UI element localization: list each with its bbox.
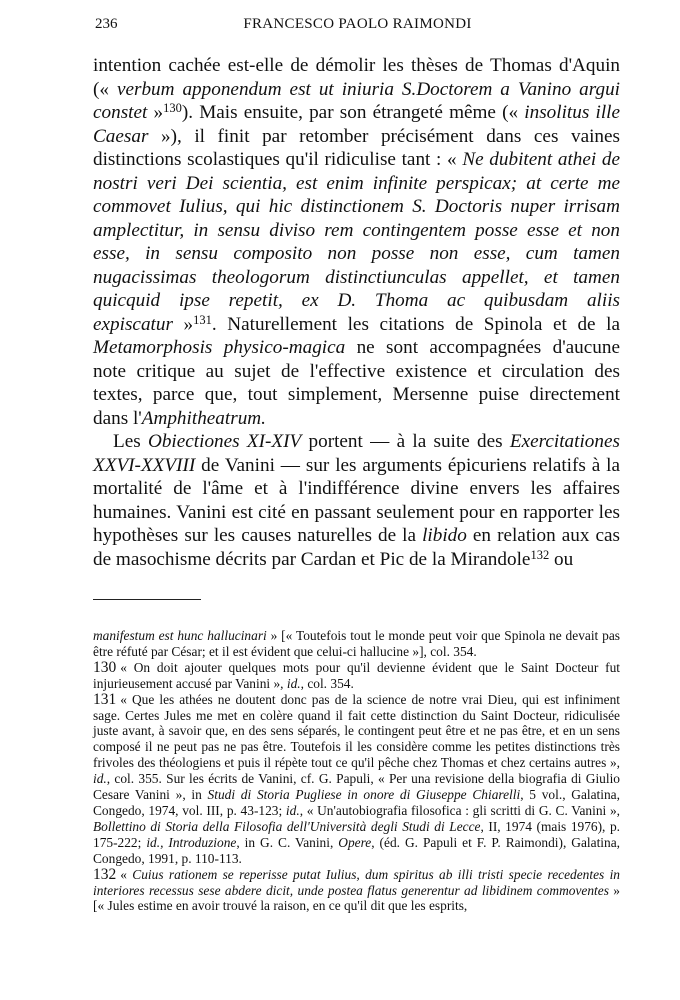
page-header	[95, 16, 620, 36]
text-run: portent — à la suite des	[301, 431, 510, 452]
italic-text: manifestum est hunc hallucinari	[93, 628, 267, 643]
main-text	[93, 54, 620, 571]
italic-text: Cuius rationem se reperisse putat Iulius, dum spiritus ab illi tristi specie recedentes in interiores recessus sese abdere dicit, unde postea flatus generentur ad libidinem commoventes	[93, 866, 620, 898]
italic-text: Ne dubitent athei de nostri veri Dei scientia, est enim infinite perspicax; at certe me commovet Iulius, qui hic distinctionem S. Doctoris nuper irrisam amplectitur, in sensu diviso rem contingentem posse esse et non esse, in sensu composito non posse non esse, cum tamen nugacissimas theologorum distinctiunculas appellet, et tamen quicquid ipse repetit, ex D. Thoma ac quibusdam aliis expiscatur	[93, 149, 620, 335]
running-head: FRANCESCO PAOLO RAIMONDI	[243, 16, 472, 32]
text-run: « Que les athées ne doutent donc pas de la science de notre vrai Dieu, qui est infiniment sage. Certes Jules me met en colère quand il fait cette distinction du Saint Docteur, ridiculisée juste avant, à savoir que, en des sens séparés, le contingent peut être et ne pas être, et en un sens composé il ne peut pas ne pas être. Toutefois il les considère comme les petites distinctions très frivoles des théologiens et puis il répète tout ce qu'il pêche chez Thomas et chez certains autres »,	[93, 691, 620, 771]
text-run: « On doit ajouter quelques mots pour qu'il devienne évident que le Saint Docteur fut injurieusement accusé par Vanini »,	[93, 659, 620, 691]
text-run: »	[147, 102, 164, 123]
italic-text: id.	[285, 802, 300, 818]
italic-text: insolitus ille Caesar	[93, 102, 620, 147]
body-paragraph	[93, 430, 620, 571]
italic-text: Obiectiones XI-XIV	[147, 431, 302, 452]
text-run: »	[172, 313, 194, 335]
italic-text: Bollettino di Storia della Filosofia dell'Università degli Studi di Lecce	[93, 818, 481, 834]
text-run: ). Mais ensuite, par son étrangeté même («	[181, 102, 525, 123]
italic-text: Opere	[338, 834, 372, 850]
text-run: en relation aux cas de masochisme décrits par Cardan et Pic de la Mirandole	[93, 525, 620, 570]
text-run: «	[120, 866, 133, 882]
footnotes	[93, 628, 620, 914]
italic-text: id.	[93, 771, 107, 787]
italic-text: id.	[286, 675, 301, 691]
italic-text: Amphitheatrum.	[141, 407, 266, 429]
body-paragraph	[93, 54, 620, 430]
footnote-number: 132	[93, 865, 117, 883]
footnote-separator	[93, 599, 201, 600]
text-run: , in G. C. Vanini,	[236, 834, 339, 850]
text-run: ou	[549, 548, 574, 570]
text-run: Les	[113, 431, 148, 452]
text-run: , 5 vol., Galatina, Congedo, 1974, vol. III, p. 43-123;	[93, 787, 620, 818]
footnote-reference: 131	[193, 312, 212, 327]
footnote-reference: 130	[163, 101, 182, 115]
footnote	[93, 628, 620, 660]
footnote	[93, 692, 620, 867]
text-run: » [« Toutefois tout le monde peut voir que Spinola ne devait pas être réfuté par César; et il est évident que celui-ci hallucine »], col. 354.	[93, 628, 620, 659]
text-run: , (éd. G. Papuli et F. P. Raimondi), Galatina, Congedo, 1991, p. 110-113.	[93, 834, 620, 866]
text-run: intention cachée est-elle de démolir les thèses de Thomas d'Aquin («	[93, 55, 620, 100]
text-run: »), il finit par retomber précisément dans ces vaines distinctions scolastiques qu'il ridiculise tant : «	[93, 125, 620, 170]
italic-text: Studi di Storia Pugliese in onore di Giuseppe Chiarelli	[207, 787, 521, 803]
text-run: , II, 1974 (mais 1976), p. 175-222;	[93, 818, 620, 850]
footnote-number: 130	[93, 658, 117, 676]
italic-text: id., Introduzione	[146, 834, 237, 850]
italic-text: verbum apponendum est ut iniuria S.Doctorem a Vanino argui constet	[93, 78, 620, 123]
text-run: . Naturellement les citations de Spinola et de la	[211, 313, 620, 335]
page-number: 236	[95, 16, 118, 32]
text-run: , « Un'autobiografia filosofica : gli scritti di G. C. Vanini »,	[299, 802, 620, 818]
text-run: ne sont accompagnées d'aucune note critique au sujet de l'effective existence et circulation des textes, parce que, tout simplement, Mersenne puise directement dans l'	[93, 337, 621, 429]
footnote	[93, 867, 620, 915]
text-run: » [« Jules estime en avoir trouvé la raison, en ce qu'il dit que les esprits,	[93, 882, 620, 914]
text-run: , col. 355. Sur les écrits de Vanini, cf. G. Papuli, « Per una revisione della biografia di Giulio Cesare Vanini », in	[93, 771, 620, 803]
italic-text: Exercitationes XXVI-XXVIII	[93, 431, 620, 476]
italic-text: Metamorphosis physico-magica	[93, 337, 346, 358]
footnote-number: 131	[93, 690, 117, 708]
text-run: , col. 354.	[300, 675, 354, 691]
italic-text: libido	[422, 525, 467, 546]
text-run: de Vanini — sur les arguments épicuriens relatifs à la mortalité de l'âme et à l'indifférence divine envers les affaires humaines. Vanini est cité en passant seulement pour en rapporter les hypothèses sur les causes naturelles de la	[93, 454, 620, 546]
footnote-reference: 132	[530, 547, 550, 562]
footnote	[93, 660, 620, 692]
